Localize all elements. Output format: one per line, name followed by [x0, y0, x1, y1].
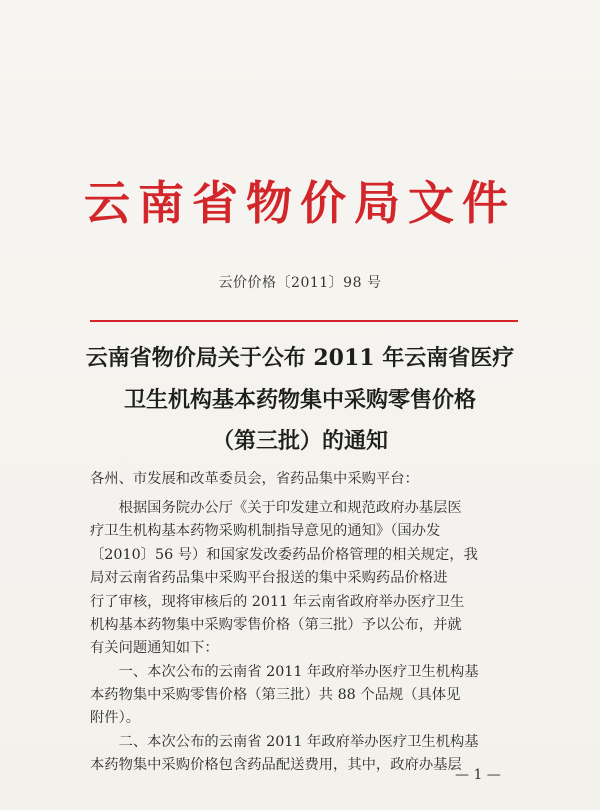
page-number: — 1 — — [455, 767, 501, 783]
body-line: 附件）。 — [90, 710, 141, 726]
notice-title-line-3: （第三批）的通知 — [211, 428, 388, 454]
body-line: 本药物集中采购价格包含药品配送费用，其中，政府办基层 — [90, 757, 462, 773]
body-line: 疗卫生机构基本药物采购机制指导意见的通知》（国办发 — [90, 523, 441, 539]
body-line-addressees: 各州、市发展和改革委员会，省药品集中采购平台： — [90, 471, 419, 487]
body-line: 有关问题通知如下： — [90, 640, 219, 656]
body-line-item-1: 一、本次公布的云南省 2011 年政府举办医疗卫生机构基 — [90, 664, 479, 680]
body-line: 根据国务院办公厅《关于印发建立和规范政府办基层医 — [90, 500, 462, 516]
notice-title-line-2: 卫生机构基本药物集中采购零售价格 — [123, 387, 476, 413]
document-number: 云价价格〔2011〕98 号 — [218, 275, 382, 291]
body-line: 局对云南省药品集中采购平台报送的集中采购药品价格进 — [90, 570, 448, 586]
body-line: 机构基本药物集中采购零售价格（第三批）予以公布，并就 — [90, 617, 462, 633]
body-line: 行了审核，现将审核后的 2011 年云南省政府举办医疗卫生 — [90, 594, 465, 610]
body-line-item-2: 二、本次公布的云南省 2011 年政府举办医疗卫生机构基 — [90, 734, 479, 750]
red-separator-line — [90, 320, 518, 322]
body-line: 本药物集中采购零售价格（第三批）共 88 个品规（具体见 — [90, 687, 461, 703]
notice-title-line-1: 云南省物价局关于公布 2011 年云南省医疗 — [85, 345, 515, 371]
document-header-title: 云南省物价局文件 — [84, 176, 516, 230]
body-line: 〔2010〕56 号）和国家发改委药品价格管理的相关规定，我 — [90, 547, 478, 563]
